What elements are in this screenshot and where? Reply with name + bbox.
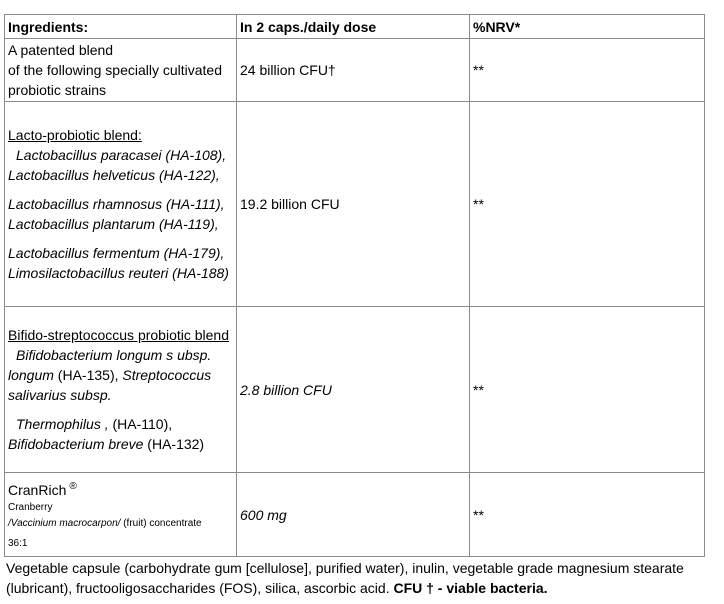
ingredient-line: Cranberry [8, 502, 53, 513]
strain-name: Lactobacillus helveticus (HA-122), [8, 167, 220, 183]
footnote-text: Vegetable capsule (carbohydrate gum [cellulose], purified water), inulin, vegetable grade magnesium stearate (lubricant), fructooligosaccharides (FOS), silica, ascorbic acid. [6, 560, 684, 596]
header-nrv: %NRV* [470, 15, 705, 39]
blend-title: Bifido-streptococcus probiotic blend [8, 327, 230, 343]
product-name: CranRich [8, 482, 67, 498]
ingredient-line: probiotic strains [8, 82, 107, 98]
latin-name: /Vaccinium macrocarpon/ [8, 518, 121, 529]
strain-name: Streptococcus [122, 367, 212, 383]
table-header-row [5, 15, 705, 39]
ingredient-line: A patented blend [8, 42, 114, 58]
ingredient-line: (fruit) concentrate [120, 518, 202, 529]
strain-name: Lactobacillus fermentum (HA-179), [8, 245, 225, 261]
blend-title: Lacto-probiotic blend: [8, 127, 142, 143]
table-row [5, 39, 705, 102]
dose-cell: 24 billion CFU† [237, 39, 470, 102]
ingredient-cell [5, 102, 237, 307]
strain-name: Thermophilus , [16, 416, 109, 432]
strain-code: (HA-135), [53, 367, 123, 383]
table-row [5, 307, 705, 473]
strain-name: salivarius subsp. [8, 387, 112, 403]
dose-cell: 2.8 billion CFU [237, 307, 470, 473]
nrv-cell: ** [470, 102, 705, 307]
nrv-cell: ** [470, 473, 705, 557]
strain-name: Limosilactobacillus reuteri (HA-188) [8, 265, 229, 281]
ingredient-cell [5, 307, 237, 473]
ingredients-table [4, 14, 705, 557]
nrv-cell: ** [470, 39, 705, 102]
footnote [6, 558, 718, 598]
strain-code: (HA-110), [108, 416, 173, 432]
strain-code: (HA-132) [143, 436, 205, 452]
header-ingredients: Ingredients: [5, 15, 237, 39]
strain-name: Lactobacillus plantarum (HA-119), [8, 216, 219, 232]
registered-mark: ® [69, 481, 77, 492]
table-row [5, 102, 705, 307]
dose-cell: 600 mg [237, 473, 470, 557]
table-row [5, 473, 705, 557]
strain-name: Bifidobacterium breve [8, 436, 144, 452]
strain-name: Lactobacillus rhamnosus (HA-111), [8, 196, 225, 212]
strain-name: Bifidobacterium longum s ubsp. [16, 347, 212, 363]
ingredient-cell [5, 39, 237, 102]
footnote-cfu-note: CFU † - viable bacteria. [393, 580, 548, 596]
dose-cell: 19.2 billion CFU [237, 102, 470, 307]
ratio: 36:1 [8, 538, 28, 549]
strain-name: longum [8, 367, 54, 383]
ingredient-line: of the following specially cultivated [8, 62, 223, 78]
header-daily-dose: In 2 caps./daily dose [237, 15, 470, 39]
ingredient-cell [5, 473, 237, 557]
nrv-cell: ** [470, 307, 705, 473]
strain-name: Lactobacillus paracasei (HA-108), [16, 147, 227, 163]
